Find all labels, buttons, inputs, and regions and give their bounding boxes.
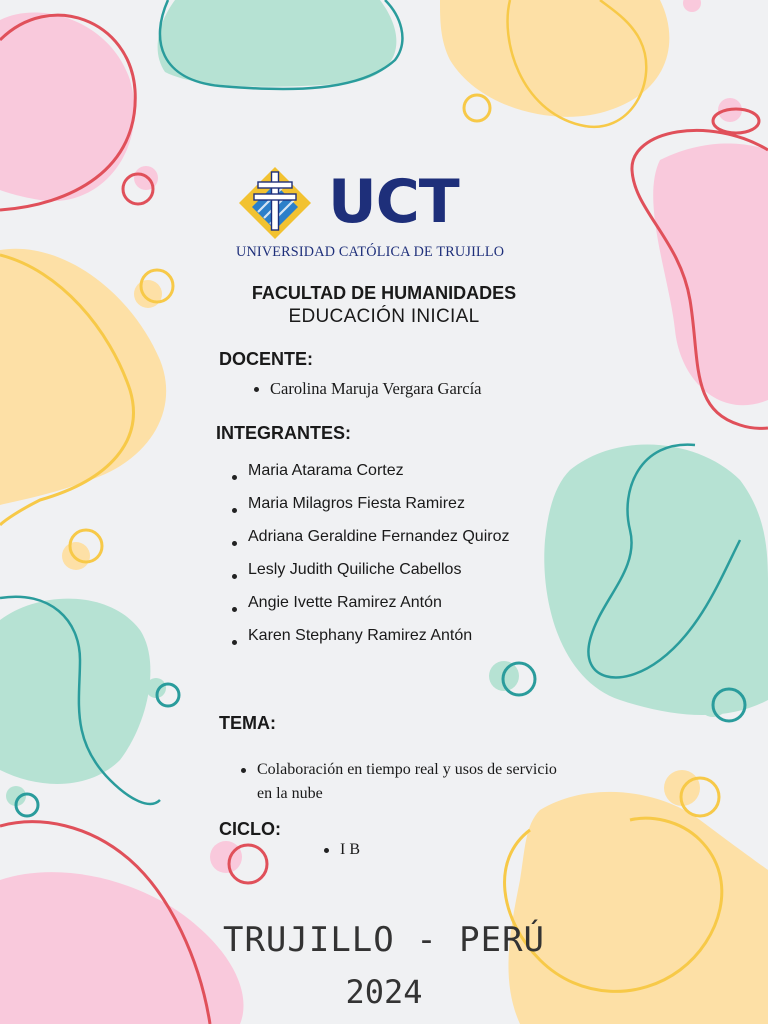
list-item: I B xyxy=(340,841,360,858)
cross-shield-icon xyxy=(236,164,314,242)
university-logo xyxy=(236,164,516,264)
mint-blob-left xyxy=(0,599,150,784)
location-title: TRUJILLO - PERÚ xyxy=(222,920,546,960)
yellow-dot-left-2 xyxy=(62,542,90,570)
yellow-ring-top xyxy=(464,95,490,121)
ciclo-heading: CICLO: xyxy=(219,819,281,839)
yellow-blob-top-right xyxy=(440,0,669,117)
list-item: Lesly Judith Quiliche Cabellos xyxy=(248,559,509,592)
tema-text: Colaboración en tiempo real y usos de servicio en la nube xyxy=(257,758,557,806)
pink-dot-bottom-left xyxy=(210,841,242,873)
mint-blob-top xyxy=(158,0,397,87)
tema-heading: TEMA: xyxy=(219,713,276,733)
integrantes-list xyxy=(248,460,509,658)
list-item: Adriana Geraldine Fernandez Quiroz xyxy=(248,526,509,559)
pink-dot-top-right xyxy=(683,0,701,12)
list-item: Maria Atarama Cortez xyxy=(248,460,509,493)
year-title: 2024 xyxy=(345,973,423,1011)
list-item: Carolina Maruja Vergara García xyxy=(270,379,482,398)
list-item: Maria Milagros Fiesta Ramirez xyxy=(248,493,509,526)
list-item: Angie Ivette Ramirez Antón xyxy=(248,592,509,625)
logo-university-name: UNIVERSIDAD CATÓLICA DE TRUJILLO xyxy=(236,244,505,260)
docente-heading: DOCENTE: xyxy=(219,349,313,369)
integrantes-heading: INTEGRANTES: xyxy=(216,423,351,443)
ciclo-list xyxy=(340,840,360,860)
docente-list xyxy=(270,378,482,400)
pink-blob-right xyxy=(653,143,768,405)
logo-abbreviation: UCT xyxy=(328,167,459,237)
list-item: Karen Stephany Ramirez Antón xyxy=(248,625,509,658)
mint-blob-right xyxy=(544,445,768,715)
faculty-title: FACULTAD DE HUMANIDADES xyxy=(251,283,517,303)
program-title: EDUCACIÓN INICIAL xyxy=(288,306,480,327)
